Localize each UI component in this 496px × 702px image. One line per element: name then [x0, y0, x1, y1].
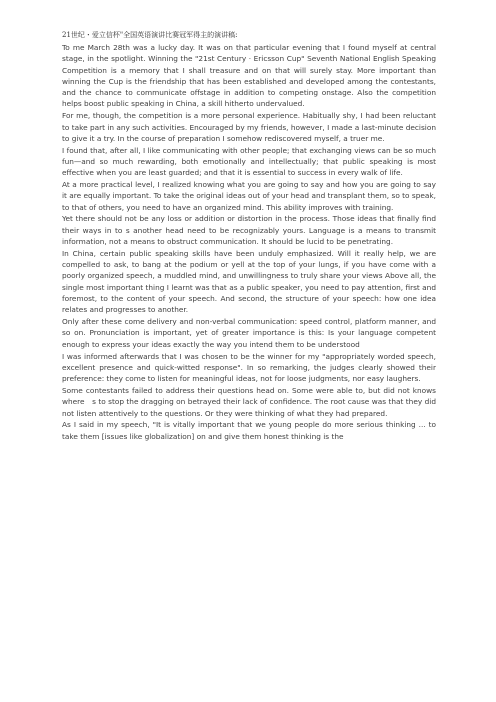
paragraph-3: I found that, after all, I like communicating with other people; that exchanging views can be so much fun—and so much rewarding, both emotionally and intellectually; that public speaking is most effective when you are least guarded; and that it is essential to success in every walk of life.	[62, 145, 436, 178]
paragraph-10: As I said in my speech, "It is vitally important that we young people do more serious thinking ... to take them [issues like globalization] on and give them honest thinking is the	[62, 420, 436, 441]
paragraph-8: I was informed afterwards that I was chosen to be the winner for my "appropriately worded speech, excellent presence and quick-witted response". In so remarking, the judges clearly showed their preference: they come to listen for meaningful ideas, not for loose judgments, nor easy laughers.	[62, 351, 436, 384]
paragraph-1: To me March 28th was a lucky day. It was on that particular evening that I found myself at central stage, in the spotlight. Winning the "21st Century · Ericsson Cup" Seventh National English Speaking Competition is a memory that I shall treasure and on that will surely stay. More important than winning the Cup is the friendship that has been established and developed among the contestants, and the chance to communicate offstage in addition to competing onstage. Also the competition helps boost public speaking in China, a skill hitherto undervalued.	[62, 43, 436, 109]
paragraph-7: Only after these come delivery and non-verbal communication: speed control, platform manner, and so on. Pronunciation is important, yet of greater importance is this: Is your language competent enough to express your ideas exactly the way you intend them to be understood	[62, 317, 436, 349]
paragraph-5: Yet there should not be any loss or addition or distortion in the process. Those ideas that finally find their ways in to s another head need to be recognizably yours. Language is a means to transmit information, not a means to obstruct communication. It should be lucid to be penetrating.	[62, 214, 436, 247]
paragraph-4: At a more practical level, I realized knowing what you are going to say and how you are going to say it are equally important. To take the original ideas out of your head and transplant them, so to speak, to that of others, you need to have an organized mind. This ability improves with training.	[62, 180, 436, 212]
paragraph-9: Some contestants failed to address their questions head on. Some were able to, but did not knows where s to stop the dragging on betrayed their lack of confidence. The root cause was that they did not listen attentively to the questions. Or they were thinking of what they had prepared.	[62, 385, 436, 418]
paragraph-2: For me, though, the competition is a more personal experience. Habitually shy, I had been reluctant to take part in any such activities. Encouraged by my friends, however, I made a last-minute decision to give it a try. In the course of preparation I somehow rediscovered myself, a truer me.	[62, 111, 436, 143]
paragraph-6: In China, certain public speaking skills have been unduly emphasized. Will it really help, we are compelled to ask, to bang at the podium or yell at the top of your lungs, if you have come with a poorly organized speech, a muddled mind, and unwillingness to truly share your views Above all, the single most important thing I learnt was that as a public speaker, you need to pay attention, first and foremost, to the content of your speech. And second, the structure of your speech: how one idea relates and progresses to another.	[62, 248, 436, 315]
document-title: 21世纪・爱立信杯"全国英语演讲比赛冠军得主的演讲稿:	[62, 31, 238, 39]
document-page	[62, 30, 436, 442]
